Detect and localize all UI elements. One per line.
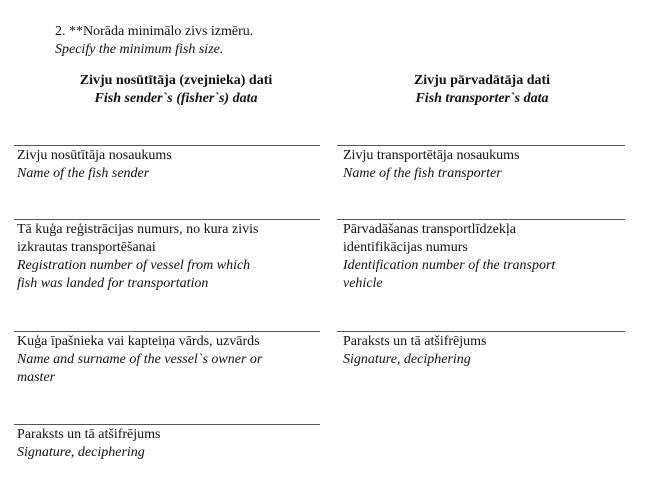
sender-signature-line	[14, 424, 320, 425]
vessel-owner-field	[17, 333, 262, 387]
vehicle-id-label-en-2: vehicle	[343, 276, 383, 291]
transporter-heading-english: Fish transporter`s data	[415, 91, 549, 106]
sender-name-line	[14, 145, 320, 146]
note-english: Specify the minimum fish size.	[55, 42, 224, 57]
sender-name-field	[17, 147, 172, 183]
transporter-signature-label-lv: Paraksts un tā atšifrējums	[343, 334, 487, 349]
note-latvian: 2. **Norāda minimālo zivs izmēru.	[55, 24, 254, 39]
vessel-owner-line	[14, 331, 320, 332]
transporter-name-label-lv: Zivju transportētāja nosaukums	[343, 148, 520, 163]
vessel-registration-label-en-2: fish was landed for transportation	[17, 276, 209, 291]
vessel-registration-label-lv-1: Tā kuģa reģistrācijas numurs, no kura zivis	[17, 222, 259, 237]
transporter-signature-field	[343, 333, 486, 369]
vessel-owner-label-en-2: master	[17, 370, 56, 385]
transporter-name-line	[337, 145, 625, 146]
transporter-signature-line	[337, 331, 625, 332]
vehicle-id-line	[337, 219, 625, 220]
vehicle-id-label-en-1: Identification number of the transport	[343, 258, 556, 273]
vehicle-id-label-lv-1: Pārvadāšanas transportlīdzekļa	[343, 222, 516, 237]
transporter-heading-latvian: Zivju pārvadātāja dati	[413, 73, 551, 88]
sender-heading-english: Fish sender`s (fisher`s) data	[94, 91, 258, 106]
vessel-registration-label-en-1: Registration number of vessel from which	[17, 258, 251, 273]
sender-heading-latvian: Zivju nosūtītāja (zvejnieka) dati	[79, 73, 273, 88]
sender-name-label-lv: Zivju nosūtītāja nosaukums	[17, 148, 172, 163]
sender-name-label-en: Name of the fish sender	[17, 166, 150, 181]
vessel-registration-label-lv-2: izkrautas transportēšanai	[17, 240, 156, 255]
vehicle-id-label-lv-2: identifikācijas numurs	[343, 240, 468, 255]
vessel-owner-label-lv: Kuģa īpašnieka vai kapteiņa vārds, uzvārds	[17, 334, 260, 349]
transporter-name-field	[343, 147, 520, 183]
sender-signature-field	[17, 426, 160, 462]
vehicle-id-field	[343, 221, 555, 293]
transporter-name-label-en: Name of the fish transporter	[343, 166, 502, 181]
sender-signature-label-lv: Paraksts un tā atšifrējums	[17, 427, 161, 442]
vessel-registration-field	[17, 221, 258, 293]
sender-signature-label-en: Signature, deciphering	[17, 445, 145, 460]
vessel-registration-line	[14, 219, 320, 220]
vessel-owner-label-en-1: Name and surname of the vessel`s owner or	[17, 352, 263, 367]
transporter-signature-label-en: Signature, deciphering	[343, 352, 471, 367]
